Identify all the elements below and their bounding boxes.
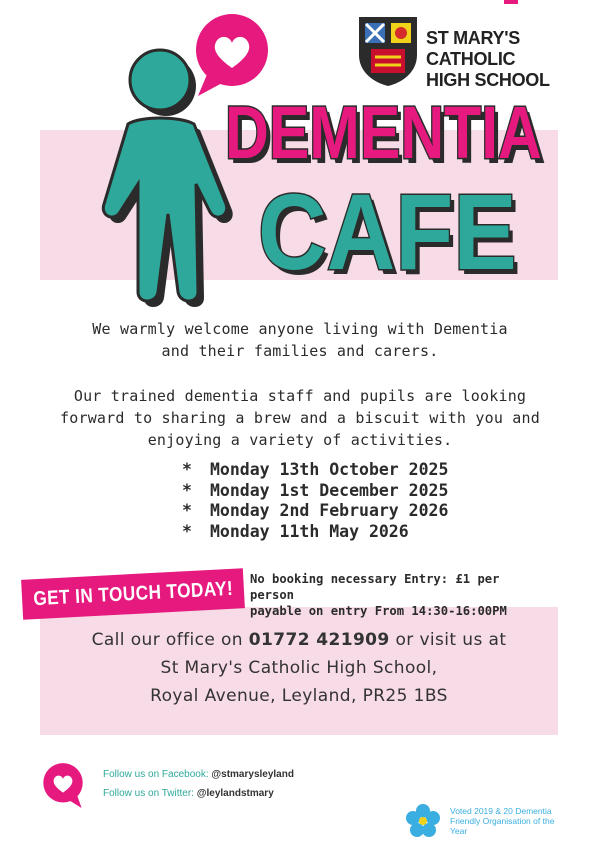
bullet: * <box>182 501 192 520</box>
award-line: Year <box>450 826 468 836</box>
booking-line: No booking necessary Entry: £1 per person <box>250 572 500 602</box>
school-crest-icon <box>357 15 419 91</box>
bullet: * <box>182 521 192 541</box>
dates-list <box>182 460 448 542</box>
contact-line-phone <box>40 630 558 650</box>
heart-speech-bubble-icon <box>40 760 86 810</box>
booking-line: payable on entry From 14:30-16:00PM <box>250 604 507 618</box>
intro-line: forward to sharing a brew and a biscuit with you and <box>60 409 540 427</box>
facebook-handle-link[interactable]: @stmarysleyland <box>211 769 294 780</box>
facebook-line <box>103 769 294 780</box>
twitter-label: Follow us on Twitter: <box>103 788 197 799</box>
date-item <box>182 522 448 543</box>
contact-line-address: Royal Avenue, Leyland, PR25 1BS <box>150 686 448 706</box>
date-text: Monday 2nd February 2026 <box>210 501 449 520</box>
date-item <box>182 501 448 522</box>
date-text: Monday 13th October 2025 <box>210 460 449 479</box>
booking-info <box>250 571 550 619</box>
phone-number[interactable]: 01772 421909 <box>248 630 390 650</box>
award-line: Friendly Organisation of the <box>450 816 555 826</box>
bullet: * <box>182 480 192 500</box>
date-item <box>182 460 448 481</box>
intro-line: We warmly welcome anyone living with Dementia <box>92 320 508 338</box>
facebook-label: Follow us on Facebook: <box>103 769 212 780</box>
contact-prefix: Call our office on <box>91 630 249 650</box>
intro-line: Our trained dementia staff and pupils are looking <box>73 387 527 405</box>
contact-line-school: St Mary's Catholic High School, <box>160 658 438 678</box>
forget-me-not-flower-icon <box>405 803 441 843</box>
date-item <box>182 481 448 502</box>
award-line: Voted 2019 & 20 Dementia <box>450 806 552 816</box>
school-name-line2: HIGH SCHOOL <box>426 70 550 90</box>
twitter-handle-link[interactable]: @leylandstmary <box>196 788 274 799</box>
get-in-touch-label: GET IN TOUCH TODAY! <box>32 577 234 610</box>
school-name <box>426 28 596 91</box>
intro-welcome <box>60 318 540 362</box>
school-name-line1: ST MARY'S CATHOLIC <box>426 28 520 69</box>
intro-activities <box>60 385 540 451</box>
contact-suffix: or visit us at <box>389 630 507 650</box>
intro-line: enjoying a variety of activities. <box>147 431 453 449</box>
intro-line: and their families and carers. <box>161 342 439 360</box>
title-cafe: CAFE <box>258 171 517 292</box>
date-text: Monday 1st December 2025 <box>210 480 449 500</box>
title-dementia: DEMENTIA <box>225 91 542 174</box>
date-text: Monday 11th May 2026 <box>210 521 409 541</box>
bullet: * <box>182 460 192 479</box>
award-text <box>450 806 590 836</box>
twitter-line <box>103 788 274 799</box>
top-accent-bar <box>504 0 518 4</box>
person-figure-icon <box>88 38 248 312</box>
